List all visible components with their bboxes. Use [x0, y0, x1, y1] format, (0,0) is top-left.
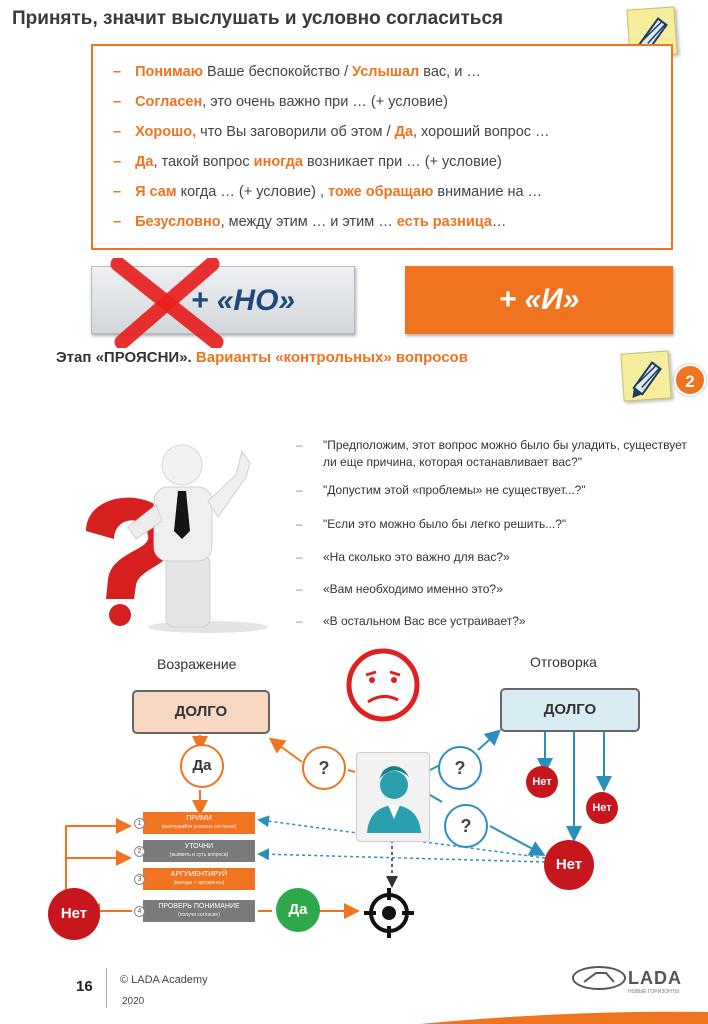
person-icon — [357, 753, 431, 843]
step-clarify: УТОЧНИ (выявить и суть вопроса) — [143, 840, 255, 862]
no-circle-small: Нет — [526, 766, 558, 798]
note-pencil-icon — [620, 350, 671, 401]
and-yes-panel — [405, 266, 673, 334]
objection-label: Возражение — [157, 656, 237, 672]
lada-brand: LADA — [628, 968, 682, 988]
agreement-phrases-box — [91, 44, 673, 250]
phrase-line: – Хорошо, что Вы заговорили об этом / Да, хороший вопрос … — [113, 124, 550, 140]
footer-orange-swoosh — [420, 1008, 708, 1024]
no-circle-right: Нет — [544, 840, 594, 890]
yes-circle-top: Да — [180, 744, 224, 788]
step-argue: АРГУМЕНТИРУЙ (выгоды + аргументы) — [143, 868, 255, 890]
yes-circle-bottom: Да — [276, 888, 320, 932]
control-question: – "Если это можно было бы легко решить...?" — [296, 517, 567, 531]
client-avatar-box — [356, 752, 430, 842]
step-accept: ПРИМИ (выслушайте условно согласие) — [143, 812, 255, 834]
copyright-text: © LADA Academy — [120, 974, 208, 986]
lada-logo-icon — [572, 966, 626, 990]
control-question: – «Вам необходимо именно это?» — [296, 582, 503, 596]
section1-title: Принять, значит выслушать и условно согласиться — [12, 8, 504, 29]
and-yes-label: + «И» — [498, 283, 580, 316]
but-no-label: + «НО» — [190, 284, 296, 317]
question-circle-right-top: ? — [438, 746, 482, 790]
control-question: – "Предположим, этот вопрос можно было бы уладить, существует ли еще причина, которая останавливает вас?" — [296, 438, 687, 469]
control-question: – "Допустим этой «проблемы» не существует...?" — [296, 483, 586, 497]
red-cross-icon — [108, 258, 226, 348]
no-circle-left: Нет — [48, 888, 100, 940]
page-number: 16 — [76, 978, 93, 995]
long-box-excuse: ДОЛГО — [500, 688, 640, 732]
lada-slogan: НОВЫЕ ГОРИЗОНТЫ — [628, 989, 680, 995]
thinking-person-illustration — [58, 435, 278, 635]
step-number: 2 — [134, 846, 145, 857]
phrase-line: – Безусловно, между этим … и этим … есть разница… — [113, 214, 507, 230]
excuse-label: Отговорка — [530, 654, 597, 670]
phrase-line: – Согласен, это очень важно при … (+ условие) — [113, 94, 448, 110]
control-question: – «На сколько это важно для вас?» — [296, 550, 510, 564]
copyright-year: 2020 — [122, 996, 145, 1007]
question-circle-left: ? — [302, 746, 346, 790]
step-number: 3 — [134, 874, 145, 885]
step-badge: 2 — [674, 364, 706, 396]
step-number: 1 — [134, 818, 145, 829]
long-box-objection: ДОЛГО — [132, 690, 270, 734]
step-number: 4 — [134, 906, 145, 917]
no-circle-small: Нет — [586, 792, 618, 824]
sad-face-icon — [344, 646, 422, 724]
section2-title: Этап «ПРОЯСНИ». Варианты «контрольных» вопросов — [56, 349, 468, 366]
footer-divider — [106, 968, 107, 1008]
target-icon — [362, 886, 416, 940]
step-check: ПРОВЕРЬ ПОНИМАНИЕ (получи согласие) — [143, 900, 255, 922]
control-question: – «В остальном Вас все устраивает?» — [296, 614, 526, 628]
phrase-line: – Понимаю Ваше беспокойство / Услышал вас, и … — [113, 64, 481, 80]
question-circle-right-bottom: ? — [444, 804, 488, 848]
phrase-line: – Я сам когда … (+ условие) , тоже обращаю внимание на … — [113, 184, 543, 200]
phrase-line: – Да, такой вопрос иногда возникает при … (+ условие) — [113, 154, 502, 170]
